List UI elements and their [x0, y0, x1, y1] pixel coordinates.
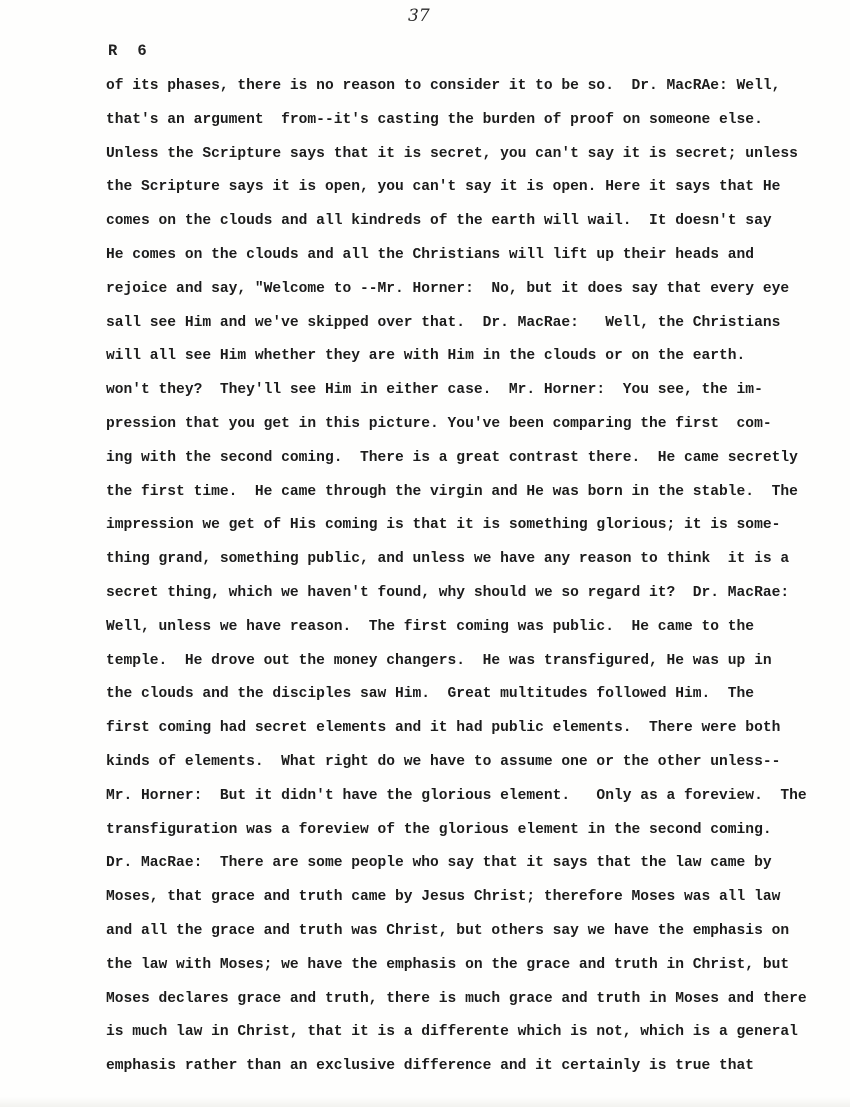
- text-line: Well, unless we have reason. The first coming was public. He came to the: [106, 618, 755, 635]
- text-line: first coming had secret elements and it had public elements. There were both: [106, 720, 781, 737]
- text-line: of its phases, there is no reason to consider it to be so. Dr. MacRAe: Well,: [106, 78, 781, 94]
- text-line: Mr. Horner: But it didn't have the glorious element. Only as a foreview. The: [106, 787, 807, 804]
- text-line: ing with the second coming. There is a great contrast there. He came secretly: [106, 449, 798, 466]
- text-line: emphasis rather than an exclusive difference and it certainly is true that: [106, 1058, 755, 1075]
- text-line: the first time. He came through the virgin and He was born in the stable. The: [106, 483, 798, 500]
- text-line: thing grand, something public, and unless we have any reason to think it is a: [106, 551, 790, 568]
- text-line: temple. He drove out the money changers. He was transfigured, He was up in: [106, 652, 772, 669]
- text-line: Moses declares grace and truth, there is much grace and truth in Moses and there: [106, 990, 807, 1007]
- text-line: will all see Him whether they are with Him in the clouds or on the earth.: [106, 348, 746, 365]
- page-number: 37: [408, 6, 430, 26]
- text-line: the law with Moses; we have the emphasis on the grace and truth in Christ, but: [106, 956, 790, 973]
- text-line: the Scripture says it is open, you can't say it is open. Here it says that He: [106, 179, 781, 196]
- text-line: impression we get of His coming is that it is something glorious; it is some-: [106, 517, 781, 534]
- text-line: Moses, that grace and truth came by Jesus Christ; therefore Moses was all law: [106, 889, 781, 906]
- body-text: [106, 76, 807, 1090]
- section-marker: R 6: [108, 42, 148, 60]
- page-bottom-edge: [0, 1097, 850, 1107]
- text-line: transfiguration was a foreview of the glorious element in the second coming.: [106, 821, 772, 838]
- text-line: that's an argument from--it's casting the burden of proof on someone else.: [106, 111, 763, 128]
- text-line: is much law in Christ, that it is a differente which is not, which is a general: [106, 1024, 798, 1041]
- text-line: rejoice and say, "Welcome to --Mr. Horner: No, but it does say that every eye: [106, 280, 790, 297]
- text-line: pression that you get in this picture. You've been comparing the first com-: [106, 415, 772, 432]
- text-line: and all the grace and truth was Christ, but others say we have the emphasis on: [106, 922, 790, 939]
- text-line: won't they? They'll see Him in either case. Mr. Horner: You see, the im-: [106, 382, 763, 399]
- text-line: Dr. MacRae: There are some people who say that it says that the law came by: [106, 855, 772, 872]
- text-line: He comes on the clouds and all the Christians will lift up their heads and: [106, 246, 755, 263]
- text-line: Unless the Scripture says that it is secret, you can't say it is secret; unless: [106, 145, 798, 162]
- text-line: kinds of elements. What right do we have to assume one or the other unless--: [106, 753, 781, 770]
- text-line: comes on the clouds and all kindreds of the earth will wail. It doesn't say: [106, 213, 772, 230]
- text-line: secret thing, which we haven't found, why should we so regard it? Dr. MacRae:: [106, 584, 790, 601]
- text-line: the clouds and the disciples saw Him. Great multitudes followed Him. The: [106, 686, 755, 703]
- text-line: sall see Him and we've skipped over that. Dr. MacRae: Well, the Christians: [106, 314, 781, 331]
